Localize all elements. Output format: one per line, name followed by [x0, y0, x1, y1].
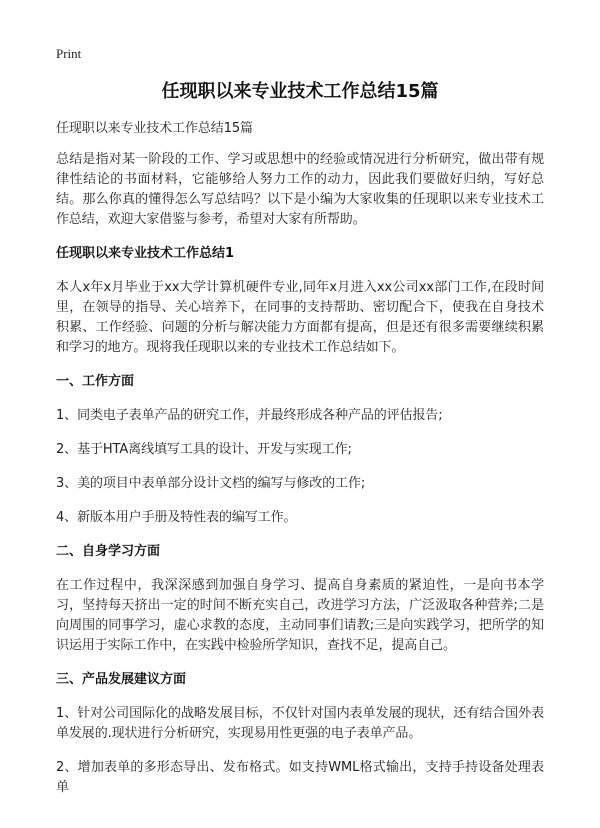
document-subtitle: 任现职以来专业技术工作总结15篇	[56, 121, 253, 136]
intro-paragraph: 总结是指对某一阶段的工作、学习或思想中的经验或情况进行分析研究，做出带有规律性结论的书面材料，它能够给人努力工作的动力，因此我们要做好归纳，写好总结。那么你真的懂得怎么写总结吗？以下是小编为大家收集的任现职以来专业技术工作总结，欢迎大家借鉴与参考，希望对大家有所帮助。	[56, 152, 544, 227]
document-title: 任现职以来专业技术工作总结15篇	[161, 81, 439, 102]
section-learning-paragraph: 在工作过程中，我深深感到加强自身学习、提高自身素质的紧迫性，一是向书本学习，坚持每天挤出一定的时间不断充实自己，改进学习方法，广泛汲取各种营养;二是向周围的同事学习，虚心求教的态度，主动同事们请教;三是向实践学习，把所学的知识运用于实际工作中，在实践中检验所学知识，查找不足，提高自己。	[56, 578, 544, 653]
list-item: 2、基于HTA离线填写工具的设计、开发与实现工作;	[56, 442, 352, 457]
section-learning-heading: 二、自身学习方面	[56, 544, 161, 559]
list-item: 3、美的项目中表单部分设计文档的编写与修改的工作;	[56, 476, 366, 491]
section-work-heading: 一、工作方面	[56, 374, 135, 389]
list-item: 1、同类电子表单产品的研究工作，并最终形成各种产品的评估报告;	[56, 408, 443, 423]
list-item: 2、增加表单的多形态导出、发布格式。如支持WML格式输出，支持手持设备处理表单	[56, 760, 544, 795]
print-link[interactable]: Print	[56, 46, 82, 61]
section-suggestions-heading: 三、产品发展建议方面	[56, 672, 187, 687]
article-heading: 任现职以来专业技术工作总结1	[56, 246, 235, 261]
document-body	[56, 119, 544, 812]
list-item: 1、针对公司国际化的战略发展目标，不仅针对国内表单发展的现状，还有结合国外表单发展的.现状进行分析研究，实现易用性更强的电子表单产品。	[56, 706, 544, 741]
list-item: 4、新版本用户手册及特性表的编写工作。	[56, 510, 297, 525]
article-intro-paragraph: 本人x年x月毕业于xx大学计算机硬件专业,同年x月进入xx公司xx部门工作,在段时间里，在领导的指导、关心培养下，在同事的支持帮助、密切配合下，使我在自身技术积累、工作经验、问题的分析与解决能力方面都有提高，但是还有很多需要继续积累和学习的地方。现将我任现职以来的专业技术工作总结如下。	[56, 280, 544, 355]
